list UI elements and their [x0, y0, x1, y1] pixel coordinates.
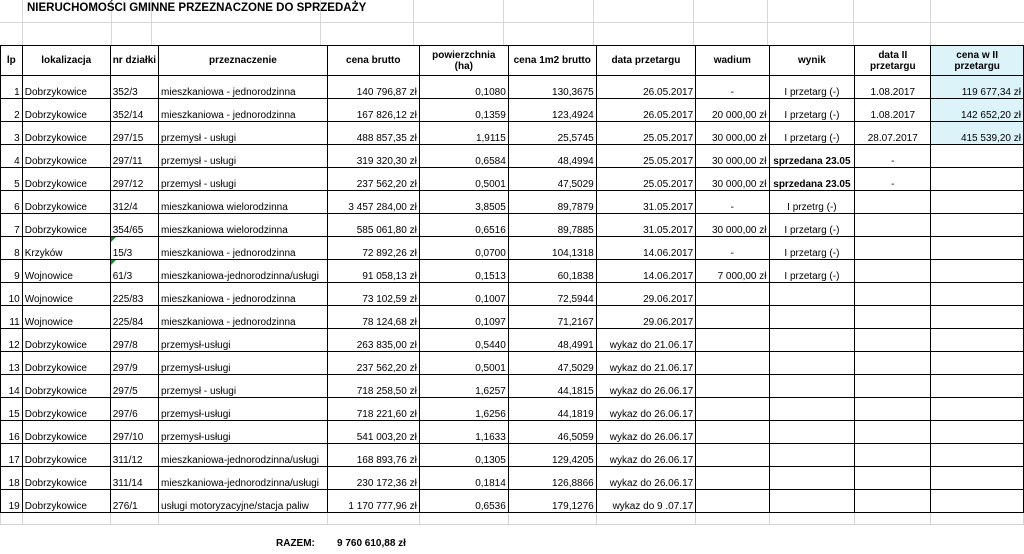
- cell-lokalizacja[interactable]: Dobrzykowice: [22, 352, 110, 375]
- cell-powierzchnia[interactable]: 0,1080: [419, 76, 508, 99]
- cell-nr-dzialki[interactable]: 297/5: [110, 375, 158, 398]
- cell-data-ii-przetargu[interactable]: 28.07.2017: [855, 122, 931, 145]
- table-row: [1, 214, 1024, 237]
- cell-cena-1m2[interactable]: 48,4991: [508, 329, 596, 352]
- cell-cena-brutto[interactable]: 3 457 284,00 zł: [327, 191, 419, 214]
- empty-cell[interactable]: [419, 513, 508, 525]
- cell-cena-1m2[interactable]: 48,4994: [508, 145, 596, 168]
- cell-cena-brutto[interactable]: 168 893,76 zł: [327, 444, 419, 467]
- cell-wadium[interactable]: 30 000,00 zł: [696, 168, 769, 191]
- table-row: [1, 329, 1024, 352]
- cell-data-przetargu[interactable]: wykaz do 26.06.17: [596, 421, 695, 444]
- cell-powierzchnia[interactable]: 0,6536: [419, 490, 508, 513]
- cell-cena-1m2[interactable]: 72,5944: [508, 283, 596, 306]
- cell-nr-dzialki[interactable]: 352/14: [110, 99, 158, 122]
- cell-cena-brutto[interactable]: 167 826,12 zł: [327, 99, 419, 122]
- cell-cena-ii-przetargu[interactable]: [931, 444, 1024, 467]
- empty-cell[interactable]: [327, 513, 419, 525]
- table-row: [1, 191, 1024, 214]
- cell-wynik[interactable]: I przetarg (-): [769, 122, 855, 145]
- cell-lokalizacja[interactable]: Wojnowice: [22, 283, 110, 306]
- table-row: [1, 122, 1024, 145]
- header-powierzchnia[interactable]: powierzchnia (ha): [419, 46, 508, 76]
- header-cena-brutto[interactable]: cena brutto: [327, 46, 419, 76]
- cell-data-ii-przetargu[interactable]: [855, 237, 931, 260]
- cell-wynik[interactable]: I przetarg (-): [769, 260, 855, 283]
- cell-lokalizacja[interactable]: Dobrzykowice: [22, 168, 110, 191]
- cell-data-ii-przetargu[interactable]: [855, 329, 931, 352]
- cell-data-przetargu[interactable]: wykaz do 26.06.17: [596, 398, 695, 421]
- table-row: [1, 444, 1024, 467]
- cell-powierzchnia[interactable]: 0,5001: [419, 352, 508, 375]
- cell-cena-1m2[interactable]: 130,3675: [508, 76, 596, 99]
- empty-cell[interactable]: [931, 513, 1024, 525]
- cell-nr-dzialki[interactable]: 15/3: [110, 237, 158, 260]
- cell-cena-ii-przetargu[interactable]: [931, 352, 1024, 375]
- cell-nr-dzialki[interactable]: 276/1: [110, 490, 158, 513]
- cell-lp[interactable]: 10: [1, 283, 23, 306]
- cell-nr-dzialki[interactable]: 354/65: [110, 214, 158, 237]
- empty-row: [1, 513, 1024, 525]
- cell-lp[interactable]: 14: [1, 375, 23, 398]
- cell-wadium[interactable]: [696, 444, 769, 467]
- empty-cell[interactable]: [596, 513, 695, 525]
- cell-lokalizacja[interactable]: Wojnowice: [22, 260, 110, 283]
- cell-cena-1m2[interactable]: 89,7885: [508, 214, 596, 237]
- sheet-title: NIERUCHOMOŚCI GMINNE PRZEZNACZONE DO SPRZEDAŻY: [27, 2, 367, 14]
- cell-data-ii-przetargu[interactable]: [855, 467, 931, 490]
- cell-data-przetargu[interactable]: 26.05.2017: [596, 76, 695, 99]
- cell-lokalizacja[interactable]: Dobrzykowice: [22, 444, 110, 467]
- cell-nr-dzialki[interactable]: 297/9: [110, 352, 158, 375]
- cell-wadium[interactable]: [696, 329, 769, 352]
- cell-wadium[interactable]: 7 000,00 zł: [696, 260, 769, 283]
- cell-data-przetargu[interactable]: 25.05.2017: [596, 145, 695, 168]
- cell-data-przetargu[interactable]: wykaz do 26.06.17: [596, 375, 695, 398]
- cell-wadium[interactable]: -: [696, 76, 769, 99]
- table-row: [1, 283, 1024, 306]
- empty-cell[interactable]: [696, 513, 769, 525]
- cell-powierzchnia[interactable]: 1,6257: [419, 375, 508, 398]
- cell-wadium[interactable]: [696, 375, 769, 398]
- cell-wadium[interactable]: -: [696, 237, 769, 260]
- cell-cena-1m2[interactable]: 44,1819: [508, 398, 596, 421]
- cell-lp[interactable]: 15: [1, 398, 23, 421]
- cell-cena-brutto[interactable]: 585 061,80 zł: [327, 214, 419, 237]
- cell-cena-brutto[interactable]: 73 102,59 zł: [327, 283, 419, 306]
- cell-lp[interactable]: 12: [1, 329, 23, 352]
- cell-cena-ii-przetargu[interactable]: 142 652,20 zł: [931, 99, 1024, 122]
- cell-nr-dzialki[interactable]: 225/84: [110, 306, 158, 329]
- cell-powierzchnia[interactable]: 0,1007: [419, 283, 508, 306]
- cell-data-ii-przetargu[interactable]: [855, 490, 931, 513]
- cell-cena-ii-przetargu[interactable]: [931, 214, 1024, 237]
- cell-przeznaczenie[interactable]: przemysł-usługi: [159, 352, 328, 375]
- cell-wynik[interactable]: I przetrg (-): [769, 191, 855, 214]
- cell-przeznaczenie[interactable]: mieszkaniowa-jednorodzinna/usługi: [159, 444, 328, 467]
- cell-cena-1m2[interactable]: 47,5029: [508, 168, 596, 191]
- cell-nr-dzialki[interactable]: 352/3: [110, 76, 158, 99]
- cell-cena-brutto[interactable]: 78 124,68 zł: [327, 306, 419, 329]
- cell-wynik[interactable]: sprzedana 23.05: [769, 145, 855, 168]
- cell-cena-brutto[interactable]: 237 562,20 zł: [327, 352, 419, 375]
- cell-lokalizacja[interactable]: Dobrzykowice: [22, 145, 110, 168]
- table-row: [1, 260, 1024, 283]
- cell-cena-1m2[interactable]: 104,1318: [508, 237, 596, 260]
- cell-cena-ii-przetargu[interactable]: 119 677,34 zł: [931, 76, 1024, 99]
- cell-wadium[interactable]: 20 000,00 zł: [696, 99, 769, 122]
- cell-wadium[interactable]: [696, 306, 769, 329]
- cell-data-ii-przetargu[interactable]: [855, 260, 931, 283]
- cell-data-przetargu[interactable]: wykaz do 21.06.17: [596, 352, 695, 375]
- cell-data-przetargu[interactable]: 29.06.2017: [596, 283, 695, 306]
- total-value: 9 760 610,88 zł: [337, 538, 406, 549]
- cell-cena-1m2[interactable]: 71,2167: [508, 306, 596, 329]
- cell-wynik[interactable]: [769, 283, 855, 306]
- cell-wadium[interactable]: [696, 398, 769, 421]
- cell-cena-ii-przetargu[interactable]: [931, 237, 1024, 260]
- cell-lp[interactable]: 8: [1, 237, 23, 260]
- cell-cena-1m2[interactable]: 179,1276: [508, 490, 596, 513]
- cell-przeznaczenie[interactable]: przemysł-usługi: [159, 398, 328, 421]
- cell-wynik[interactable]: I przetarg (-): [769, 237, 855, 260]
- cell-cena-ii-przetargu[interactable]: [931, 490, 1024, 513]
- cell-data-ii-przetargu[interactable]: 1.08.2017: [855, 99, 931, 122]
- cell-cena-ii-przetargu[interactable]: [931, 191, 1024, 214]
- cell-lokalizacja[interactable]: Dobrzykowice: [22, 421, 110, 444]
- cell-lp[interactable]: 4: [1, 145, 23, 168]
- cell-wynik[interactable]: I przetarg (-): [769, 76, 855, 99]
- cell-nr-dzialki[interactable]: 311/14: [110, 467, 158, 490]
- cell-data-przetargu[interactable]: 29.06.2017: [596, 306, 695, 329]
- cell-przeznaczenie[interactable]: przemysł - usługi: [159, 145, 328, 168]
- cell-data-przetargu[interactable]: wykaz do 9 .07.17: [596, 490, 695, 513]
- total-label: RAZEM:: [276, 538, 315, 549]
- cell-lp[interactable]: 17: [1, 444, 23, 467]
- cell-cena-1m2[interactable]: 129,4205: [508, 444, 596, 467]
- table-row: [1, 237, 1024, 260]
- cell-lokalizacja[interactable]: Dobrzykowice: [22, 467, 110, 490]
- table-row: [1, 398, 1024, 421]
- cell-wadium[interactable]: [696, 490, 769, 513]
- cell-lokalizacja[interactable]: Dobrzykowice: [22, 375, 110, 398]
- cell-lp[interactable]: 9: [1, 260, 23, 283]
- cell-cena-ii-przetargu[interactable]: [931, 375, 1024, 398]
- header-przeznaczenie[interactable]: przeznaczenie: [159, 46, 328, 76]
- cell-cena-1m2[interactable]: 46,5059: [508, 421, 596, 444]
- header-wynik[interactable]: wynik: [769, 46, 855, 76]
- cell-cena-1m2[interactable]: 60,1838: [508, 260, 596, 283]
- empty-cell[interactable]: [769, 513, 855, 525]
- header-lokalizacja[interactable]: lokalizacja: [22, 46, 110, 76]
- cell-wadium[interactable]: -: [696, 191, 769, 214]
- cell-nr-dzialki[interactable]: 297/15: [110, 122, 158, 145]
- table-row: [1, 490, 1024, 513]
- header-data-przetargu[interactable]: data przetargu: [596, 46, 695, 76]
- cell-cena-brutto[interactable]: 91 058,13 zł: [327, 260, 419, 283]
- cell-cena-1m2[interactable]: 89,7879: [508, 191, 596, 214]
- header-wadium[interactable]: wadium: [696, 46, 769, 76]
- cell-cena-ii-przetargu[interactable]: [931, 260, 1024, 283]
- table-row: [1, 168, 1024, 191]
- cell-nr-dzialki[interactable]: 225/83: [110, 283, 158, 306]
- cell-przeznaczenie[interactable]: mieszkaniowa - jednorodzinna: [159, 76, 328, 99]
- empty-cell[interactable]: [159, 513, 328, 525]
- cell-lokalizacja[interactable]: Dobrzykowice: [22, 191, 110, 214]
- cell-przeznaczenie[interactable]: przemysł-usługi: [159, 329, 328, 352]
- cell-powierzchnia[interactable]: 0,1814: [419, 467, 508, 490]
- table-row: [1, 145, 1024, 168]
- cell-lokalizacja[interactable]: Dobrzykowice: [22, 122, 110, 145]
- cell-lokalizacja[interactable]: Dobrzykowice: [22, 329, 110, 352]
- cell-cena-ii-przetargu[interactable]: [931, 168, 1024, 191]
- table-row: [1, 99, 1024, 122]
- cell-lp[interactable]: 19: [1, 490, 23, 513]
- cell-lokalizacja[interactable]: Wojnowice: [22, 306, 110, 329]
- table-row: [1, 76, 1024, 99]
- cell-przeznaczenie[interactable]: przemysł - usługi: [159, 375, 328, 398]
- cell-wynik[interactable]: I przetarg (-): [769, 99, 855, 122]
- cell-przeznaczenie[interactable]: mieszkaniowa wielorodzinna: [159, 191, 328, 214]
- cell-powierzchnia[interactable]: 0,5001: [419, 168, 508, 191]
- cell-cena-brutto[interactable]: 488 857,35 zł: [327, 122, 419, 145]
- cell-wynik[interactable]: [769, 421, 855, 444]
- cell-data-ii-przetargu[interactable]: 1.08.2017: [855, 76, 931, 99]
- cell-lp[interactable]: 6: [1, 191, 23, 214]
- table-row: [1, 467, 1024, 490]
- cell-wynik[interactable]: [769, 398, 855, 421]
- cell-data-ii-przetargu[interactable]: [855, 191, 931, 214]
- cell-lp[interactable]: 1: [1, 76, 23, 99]
- cell-przeznaczenie[interactable]: mieszkaniowa - jednorodzinna: [159, 306, 328, 329]
- table-row: [1, 375, 1024, 398]
- cell-cena-brutto[interactable]: 237 562,20 zł: [327, 168, 419, 191]
- cell-przeznaczenie[interactable]: przemysł-usługi: [159, 421, 328, 444]
- cell-powierzchnia[interactable]: 0,6516: [419, 214, 508, 237]
- cell-cena-brutto[interactable]: 263 835,00 zł: [327, 329, 419, 352]
- cell-lp[interactable]: 13: [1, 352, 23, 375]
- cell-przeznaczenie[interactable]: mieszkaniowa - jednorodzinna: [159, 237, 328, 260]
- cell-cena-1m2[interactable]: 47,5029: [508, 352, 596, 375]
- header-nr-dzialki[interactable]: nr działki: [110, 46, 158, 76]
- cell-lp[interactable]: 5: [1, 168, 23, 191]
- empty-cell[interactable]: [22, 513, 110, 525]
- cell-cena-brutto[interactable]: 541 003,20 zł: [327, 421, 419, 444]
- cell-lp[interactable]: 11: [1, 306, 23, 329]
- cell-data-przetargu[interactable]: 31.05.2017: [596, 191, 695, 214]
- cell-cena-brutto[interactable]: 319 320,30 zł: [327, 145, 419, 168]
- cell-przeznaczenie[interactable]: mieszkaniowa-jednorodzinna/usługi: [159, 467, 328, 490]
- cell-cena-brutto[interactable]: 718 258,50 zł: [327, 375, 419, 398]
- cell-nr-dzialki[interactable]: 297/6: [110, 398, 158, 421]
- cell-lokalizacja[interactable]: Dobrzykowice: [22, 99, 110, 122]
- empty-cell[interactable]: [110, 513, 158, 525]
- cell-wynik[interactable]: [769, 467, 855, 490]
- cell-data-przetargu[interactable]: 31.05.2017: [596, 214, 695, 237]
- cell-nr-dzialki[interactable]: 297/10: [110, 421, 158, 444]
- cell-przeznaczenie[interactable]: mieszkaniowa - jednorodzinna: [159, 99, 328, 122]
- cell-cena-1m2[interactable]: 126,8866: [508, 467, 596, 490]
- cell-data-ii-przetargu[interactable]: -: [855, 168, 931, 191]
- cell-nr-dzialki[interactable]: 297/11: [110, 145, 158, 168]
- cell-lokalizacja[interactable]: Dobrzykowice: [22, 490, 110, 513]
- cell-wynik[interactable]: [769, 444, 855, 467]
- cell-data-ii-przetargu[interactable]: [855, 375, 931, 398]
- cell-wadium[interactable]: [696, 421, 769, 444]
- cell-nr-dzialki[interactable]: 311/12: [110, 444, 158, 467]
- cell-cena-ii-przetargu[interactable]: [931, 283, 1024, 306]
- cell-cena-ii-przetargu[interactable]: [931, 329, 1024, 352]
- cell-powierzchnia[interactable]: 0,1305: [419, 444, 508, 467]
- cell-powierzchnia[interactable]: 0,5440: [419, 329, 508, 352]
- header-row: [1, 46, 1024, 76]
- cell-cena-ii-przetargu[interactable]: 415 539,20 zł: [931, 122, 1024, 145]
- cell-cena-ii-przetargu[interactable]: [931, 145, 1024, 168]
- cell-cena-1m2[interactable]: 25,5745: [508, 122, 596, 145]
- cell-lokalizacja[interactable]: Krzyków: [22, 237, 110, 260]
- cell-data-ii-przetargu[interactable]: [855, 283, 931, 306]
- cell-data-przetargu[interactable]: wykaz do 21.06.17: [596, 329, 695, 352]
- cell-data-przetargu[interactable]: wykaz do 26.06.17: [596, 444, 695, 467]
- cell-wynik[interactable]: [769, 490, 855, 513]
- cell-data-przetargu[interactable]: 25.05.2017: [596, 122, 695, 145]
- cell-data-ii-przetargu[interactable]: [855, 398, 931, 421]
- cell-cena-1m2[interactable]: 44,1815: [508, 375, 596, 398]
- empty-cell[interactable]: [1, 513, 23, 525]
- cell-powierzchnia[interactable]: 0,1513: [419, 260, 508, 283]
- cell-wadium[interactable]: 30 000,00 zł: [696, 214, 769, 237]
- empty-cell[interactable]: [855, 513, 931, 525]
- cell-powierzchnia[interactable]: 1,9115: [419, 122, 508, 145]
- cell-wynik[interactable]: sprzedana 23.05: [769, 168, 855, 191]
- cell-przeznaczenie[interactable]: mieszkaniowa-jednorodzinna/usługi: [159, 260, 328, 283]
- header-lp[interactable]: lp: [1, 46, 23, 76]
- table-row: [1, 352, 1024, 375]
- cell-lokalizacja[interactable]: Dobrzykowice: [22, 214, 110, 237]
- cell-nr-dzialki[interactable]: 297/8: [110, 329, 158, 352]
- cell-powierzchnia[interactable]: 0,0700: [419, 237, 508, 260]
- cell-cena-brutto[interactable]: 718 221,60 zł: [327, 398, 419, 421]
- cell-wadium[interactable]: 30 000,00 zł: [696, 145, 769, 168]
- cell-cena-ii-przetargu[interactable]: [931, 421, 1024, 444]
- cell-cena-ii-przetargu[interactable]: [931, 306, 1024, 329]
- cell-wadium[interactable]: [696, 467, 769, 490]
- cell-lp[interactable]: 2: [1, 99, 23, 122]
- cell-wadium[interactable]: 30 000,00 zł: [696, 122, 769, 145]
- cell-przeznaczenie[interactable]: przemysł - usługi: [159, 168, 328, 191]
- cell-data-ii-przetargu[interactable]: [855, 352, 931, 375]
- cell-wynik[interactable]: [769, 375, 855, 398]
- cell-przeznaczenie[interactable]: mieszkaniowa - jednorodzinna: [159, 283, 328, 306]
- cell-data-przetargu[interactable]: 14.06.2017: [596, 260, 695, 283]
- cell-powierzchnia[interactable]: 1,1633: [419, 421, 508, 444]
- property-table: [0, 45, 1024, 525]
- header-data-ii-przetargu[interactable]: data II przetargu: [855, 46, 931, 76]
- cell-data-przetargu[interactable]: wykaz do 26.06.17: [596, 467, 695, 490]
- header-cena-ii-przetargu[interactable]: cena w II przetargu: [931, 46, 1024, 76]
- cell-data-przetargu[interactable]: 14.06.2017: [596, 237, 695, 260]
- cell-powierzchnia[interactable]: 0,6584: [419, 145, 508, 168]
- cell-cena-brutto[interactable]: 72 892,26 zł: [327, 237, 419, 260]
- cell-powierzchnia[interactable]: 1,6256: [419, 398, 508, 421]
- cell-lokalizacja[interactable]: Dobrzykowice: [22, 398, 110, 421]
- cell-nr-dzialki[interactable]: 312/4: [110, 191, 158, 214]
- cell-data-przetargu[interactable]: 25.05.2017: [596, 168, 695, 191]
- cell-lokalizacja[interactable]: Dobrzykowice: [22, 76, 110, 99]
- cell-data-ii-przetargu[interactable]: -: [855, 145, 931, 168]
- cell-lp[interactable]: 18: [1, 467, 23, 490]
- table-row: [1, 421, 1024, 444]
- cell-wynik[interactable]: [769, 306, 855, 329]
- cell-nr-dzialki[interactable]: 61/3: [110, 260, 158, 283]
- cell-lp[interactable]: 3: [1, 122, 23, 145]
- cell-lp[interactable]: 16: [1, 421, 23, 444]
- empty-cell[interactable]: [508, 513, 596, 525]
- cell-cena-1m2[interactable]: 123,4924: [508, 99, 596, 122]
- cell-powierzchnia[interactable]: 0,1097: [419, 306, 508, 329]
- cell-cena-ii-przetargu[interactable]: [931, 398, 1024, 421]
- cell-powierzchnia[interactable]: 0,1359: [419, 99, 508, 122]
- cell-data-ii-przetargu[interactable]: [855, 214, 931, 237]
- cell-cena-brutto[interactable]: 1 170 777,96 zł: [327, 490, 419, 513]
- cell-przeznaczenie[interactable]: mieszkaniowa wielorodzinna: [159, 214, 328, 237]
- cell-cena-ii-przetargu[interactable]: [931, 467, 1024, 490]
- cell-data-przetargu[interactable]: 26.05.2017: [596, 99, 695, 122]
- cell-nr-dzialki[interactable]: 297/12: [110, 168, 158, 191]
- cell-przeznaczenie[interactable]: usługi motoryzacyjne/stacja paliw: [159, 490, 328, 513]
- cell-wynik[interactable]: [769, 352, 855, 375]
- table-row: [1, 306, 1024, 329]
- cell-data-ii-przetargu[interactable]: [855, 421, 931, 444]
- cell-wadium[interactable]: [696, 283, 769, 306]
- cell-lp[interactable]: 7: [1, 214, 23, 237]
- cell-cena-brutto[interactable]: 140 796,87 zł: [327, 76, 419, 99]
- cell-wynik[interactable]: I przetarg (-): [769, 214, 855, 237]
- cell-wynik[interactable]: [769, 329, 855, 352]
- cell-powierzchnia[interactable]: 3,8505: [419, 191, 508, 214]
- cell-data-ii-przetargu[interactable]: [855, 306, 931, 329]
- cell-przeznaczenie[interactable]: przemysł - usługi: [159, 122, 328, 145]
- header-cena-1m2[interactable]: cena 1m2 brutto: [508, 46, 596, 76]
- cell-wadium[interactable]: [696, 352, 769, 375]
- cell-data-ii-przetargu[interactable]: [855, 444, 931, 467]
- cell-cena-brutto[interactable]: 230 172,36 zł: [327, 467, 419, 490]
